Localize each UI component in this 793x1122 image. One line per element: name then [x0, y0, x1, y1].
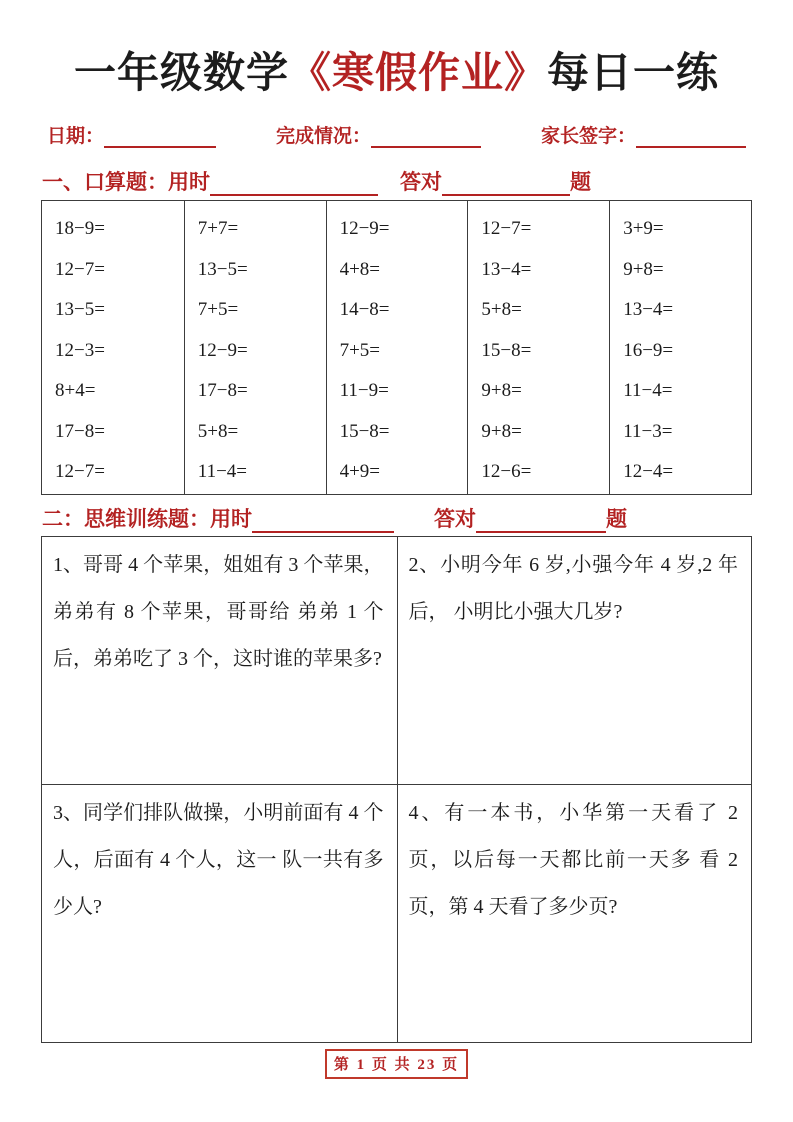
info-row: [47, 122, 746, 148]
oral-problem: 11−9=: [339, 380, 389, 401]
oral-problem: 7+5=: [339, 339, 381, 361]
oral-problems-table: [41, 200, 752, 495]
signature-field: [541, 121, 746, 148]
title-highlight: 《寒假作业》: [288, 51, 547, 97]
oral-column-1: [42, 201, 184, 494]
oral-problem: 12−3=: [55, 339, 105, 361]
oral-problem: 9+8=: [481, 380, 522, 401]
completion-field: [276, 121, 481, 148]
oral-problem: 15−8=: [481, 339, 532, 361]
page-title: [40, 40, 753, 100]
thinking-heading-mid: 答对: [434, 507, 476, 531]
oral-problem: 7+5=: [197, 299, 239, 320]
completion-label: 完成情况：: [275, 126, 371, 147]
signature-label: 家长签字：: [540, 126, 636, 147]
oral-problem: 12−7=: [481, 218, 532, 239]
oral-problem: 5+8=: [197, 420, 239, 442]
oral-problem: 11−4=: [623, 380, 673, 401]
word-problem-text: 1、哥哥 4 个苹果，姐姐有 3 个苹果，弟弟有 8 个苹果，哥哥给 弟弟 1 个后，弟弟吃了 3 个，这时谁的苹果多?: [53, 554, 384, 670]
title-suffix: 每日一练: [547, 51, 720, 97]
title-prefix: 一年级数学: [73, 51, 289, 97]
oral-problem: 12−7=: [55, 461, 105, 482]
word-problem-cell-2: [397, 537, 752, 784]
oral-problem: 17−8=: [197, 380, 248, 401]
oral-problem: 11−4=: [197, 461, 248, 482]
word-problem-text: 3、同学们排队做操，小明前面有 4 个人，后面有 4 个人，这一 队一共有多少人?: [53, 802, 384, 918]
oral-problem: 17−8=: [55, 420, 105, 442]
word-problem-text: 2、小明今年 6 岁,小强今年 4 岁,2 年后， 小明比小强大几岁?: [408, 554, 738, 623]
signature-blank-line: [636, 126, 746, 148]
oral-problem: 15−8=: [339, 420, 390, 442]
page-number-badge: 第 1 页 共 23 页: [325, 1049, 468, 1079]
oral-problem: 13−4=: [481, 258, 532, 280]
oral-problem: 13−5=: [55, 299, 105, 320]
oral-problem: 3+9=: [623, 218, 664, 239]
oral-correct-blank-line: [442, 170, 570, 196]
date-blank-line: [104, 126, 216, 148]
word-problem-cell-1: [42, 537, 397, 784]
footer: [0, 1049, 793, 1079]
oral-column-5: [609, 201, 751, 494]
word-problem-text: 4、有一本书，小华第一天看了 2 页，以后每一天都比前一天多 看 2 页，第 4 天看了多少页?: [408, 802, 738, 918]
oral-problem: 11−3=: [623, 420, 673, 442]
oral-heading-lead: 一、口算题：用时: [42, 170, 210, 194]
date-label: 日期：: [47, 126, 105, 147]
thinking-correct-blank-line: [476, 507, 606, 533]
oral-problem: 14−8=: [339, 299, 390, 320]
thinking-heading-tail: 题: [606, 507, 627, 531]
oral-problem: 7+7=: [197, 218, 239, 239]
thinking-time-blank-line: [252, 507, 394, 533]
oral-problem: 8+4=: [55, 380, 96, 401]
oral-problem: 12−6=: [481, 461, 532, 482]
oral-column-2: [184, 201, 326, 494]
oral-problem: 5+8=: [481, 299, 522, 320]
oral-problem: 12−7=: [55, 258, 105, 280]
oral-column-4: [467, 201, 609, 494]
oral-time-blank-line: [210, 170, 378, 196]
oral-problem: 12−9=: [339, 218, 390, 239]
thinking-heading-lead: 二：思维训练题：用时: [42, 507, 252, 531]
oral-problem: 9+8=: [481, 420, 522, 442]
oral-heading-tail: 题: [570, 170, 591, 194]
oral-problem: 12−9=: [197, 339, 248, 361]
thinking-section-heading: [42, 503, 751, 533]
oral-problem: 4+9=: [339, 461, 381, 482]
oral-column-3: [326, 201, 468, 494]
oral-problem: 16−9=: [623, 339, 674, 361]
oral-problem: 9+8=: [623, 258, 664, 280]
completion-blank-line: [371, 126, 481, 148]
word-problem-cell-4: [397, 784, 752, 1042]
word-problems-table: [41, 536, 752, 1043]
oral-problem: 18−9=: [55, 218, 105, 239]
date-field: [47, 121, 216, 148]
oral-heading-mid: 答对: [400, 170, 442, 194]
oral-problem: 4+8=: [339, 258, 381, 280]
oral-problem: 12−4=: [623, 461, 674, 482]
oral-section-heading: [42, 166, 751, 196]
word-problem-cell-3: [42, 784, 397, 1042]
oral-problem: 13−4=: [623, 299, 674, 320]
oral-problem: 13−5=: [197, 258, 248, 280]
